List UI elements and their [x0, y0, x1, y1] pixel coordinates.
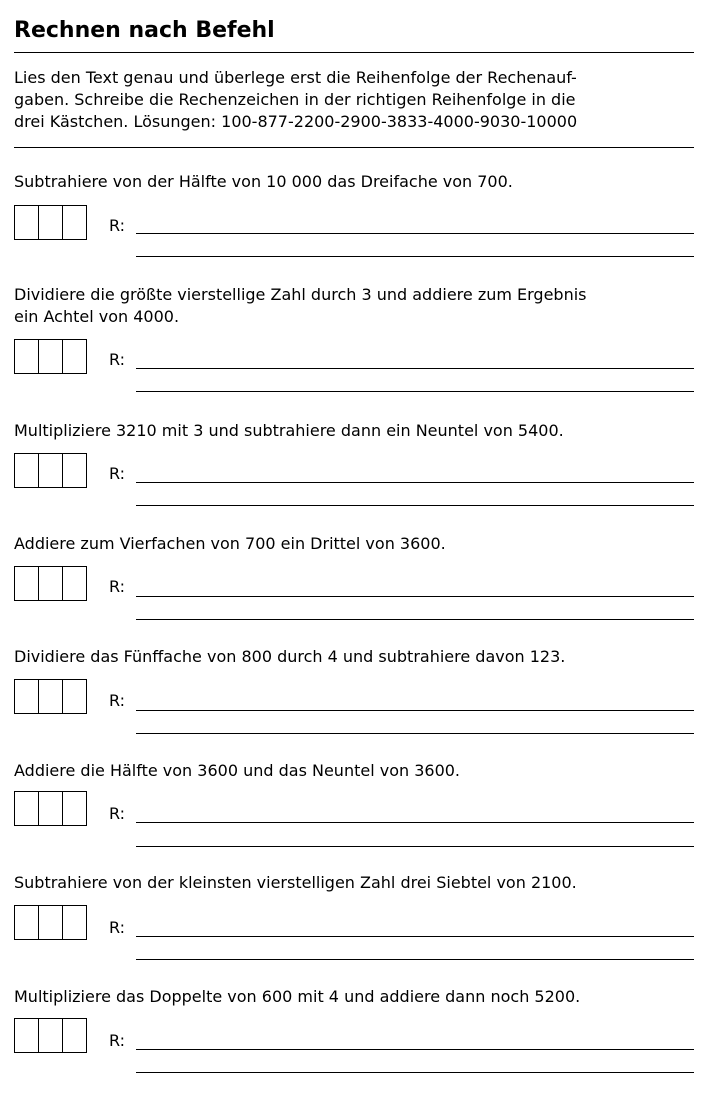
operator-boxes — [14, 566, 87, 601]
task-line: Addiere zum Vierfachen von 700 ein Drittel von 3600. — [14, 534, 446, 553]
instructions-line: gaben. Schreibe die Rechenzeichen in der richtigen Reihenfolge in die — [14, 90, 576, 109]
result-label: R: — [109, 216, 126, 235]
operator-box[interactable] — [63, 680, 86, 713]
answer-line[interactable] — [136, 959, 694, 960]
answer-line[interactable] — [136, 391, 694, 392]
answer-line[interactable] — [136, 936, 694, 937]
answer-line[interactable] — [136, 233, 694, 234]
task-line: Subtrahiere von der kleinsten vierstelligen Zahl drei Siebtel von 2100. — [14, 873, 577, 892]
result-label: R: — [109, 464, 126, 483]
operator-box[interactable] — [15, 454, 39, 487]
operator-box[interactable] — [15, 206, 39, 239]
operator-box[interactable] — [63, 792, 86, 825]
operator-boxes — [14, 791, 87, 826]
operator-box[interactable] — [15, 906, 39, 939]
operator-box[interactable] — [39, 680, 63, 713]
answer-line[interactable] — [136, 710, 694, 711]
instructions-line: Lies den Text genau und überlege erst die Reihenfolge der Rechenauf- — [14, 68, 577, 87]
operator-box[interactable] — [39, 340, 63, 373]
page-title: Rechnen nach Befehl — [14, 18, 275, 43]
task-line: Dividiere die größte vierstellige Zahl durch 3 und addiere zum Ergebnis — [14, 285, 587, 304]
answer-line[interactable] — [136, 505, 694, 506]
task-text — [14, 760, 704, 782]
answer-line[interactable] — [136, 733, 694, 734]
task-line: ein Achtel von 4000. — [14, 307, 180, 326]
title-divider — [14, 52, 694, 53]
answer-line[interactable] — [136, 1072, 694, 1073]
answer-line[interactable] — [136, 822, 694, 823]
operator-box[interactable] — [15, 567, 39, 600]
task-text — [14, 420, 704, 442]
result-label: R: — [109, 1031, 126, 1050]
operator-box[interactable] — [63, 906, 86, 939]
operator-boxes — [14, 205, 87, 240]
instructions-line: drei Kästchen. Lösungen: 100-877-2200-2900-3833-4000-9030-10000 — [14, 112, 578, 131]
operator-box[interactable] — [63, 1019, 86, 1052]
operator-boxes — [14, 905, 87, 940]
result-label: R: — [109, 577, 126, 596]
result-label: R: — [109, 691, 126, 710]
answer-line[interactable] — [136, 482, 694, 483]
operator-boxes — [14, 679, 87, 714]
operator-box[interactable] — [15, 792, 39, 825]
result-label: R: — [109, 804, 126, 823]
task-line: Multipliziere das Doppelte von 600 mit 4 und addiere dann noch 5200. — [14, 987, 581, 1006]
operator-box[interactable] — [39, 906, 63, 939]
task-text — [14, 171, 704, 193]
operator-box[interactable] — [39, 1019, 63, 1052]
answer-line[interactable] — [136, 846, 694, 847]
answer-line[interactable] — [136, 596, 694, 597]
answer-line[interactable] — [136, 256, 694, 257]
operator-box[interactable] — [39, 792, 63, 825]
operator-box[interactable] — [15, 340, 39, 373]
instructions-divider — [14, 147, 694, 148]
answer-line[interactable] — [136, 368, 694, 369]
instructions — [14, 67, 704, 133]
result-label: R: — [109, 918, 126, 937]
operator-boxes — [14, 1018, 87, 1053]
task-line: Dividiere das Fünffache von 800 durch 4 und subtrahiere davon 123. — [14, 647, 566, 666]
operator-box[interactable] — [39, 567, 63, 600]
operator-box[interactable] — [63, 454, 86, 487]
operator-box[interactable] — [15, 680, 39, 713]
task-text — [14, 284, 704, 328]
operator-box[interactable] — [63, 340, 86, 373]
task-text — [14, 986, 704, 1008]
operator-box[interactable] — [15, 1019, 39, 1052]
operator-box[interactable] — [39, 206, 63, 239]
answer-line[interactable] — [136, 619, 694, 620]
operator-boxes — [14, 453, 87, 488]
answer-line[interactable] — [136, 1049, 694, 1050]
task-line: Subtrahiere von der Hälfte von 10 000 das Dreifache von 700. — [14, 172, 513, 191]
task-text — [14, 646, 704, 668]
operator-box[interactable] — [63, 206, 86, 239]
operator-box[interactable] — [39, 454, 63, 487]
operator-box[interactable] — [63, 567, 86, 600]
task-text — [14, 533, 704, 555]
task-line: Addiere die Hälfte von 3600 und das Neuntel von 3600. — [14, 761, 461, 780]
task-text — [14, 872, 704, 894]
task-line: Multipliziere 3210 mit 3 und subtrahiere dann ein Neuntel von 5400. — [14, 421, 564, 440]
operator-boxes — [14, 339, 87, 374]
result-label: R: — [109, 350, 126, 369]
